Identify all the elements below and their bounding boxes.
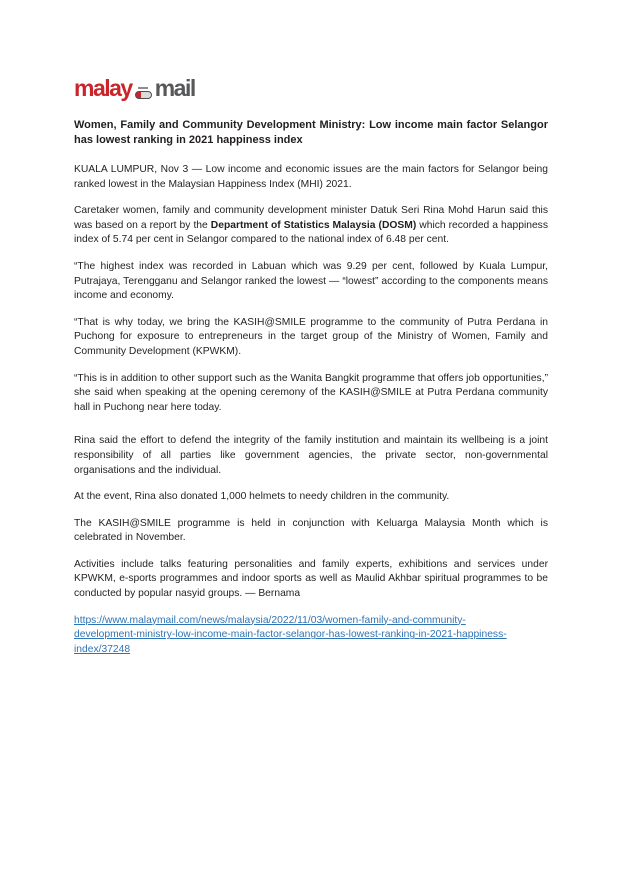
article-url-link[interactable] bbox=[74, 614, 548, 658]
paragraph-family-institution: Rina said the effort to defend the integrity of the family institution and maintain its wellbeing is a joint responsibility of all parties like government agencies, the private sector, non-governmental organisations and the individual. bbox=[74, 435, 548, 476]
article-url-line-1: https://www.malaymail.com/news/malaysia/2022/11/03/women-family-and-community- bbox=[74, 614, 466, 626]
article-headline: Women, Family and Community Development Ministry: Low income main factor Selangor has lowest ranking in 2021 happiness index bbox=[74, 119, 548, 146]
paragraph-dosm-lead: Caretaker women, family and community development minister Datuk Seri Rina Mohd Harun said this was based on a report by the bbox=[74, 205, 548, 231]
paragraph-dosm bbox=[74, 204, 548, 248]
logo-pill-icon bbox=[135, 91, 152, 99]
paragraph-keluarga-month: The KASIH@SMILE programme is held in conjunction with Keluarga Malaysia Month which is celebrated in November. bbox=[74, 517, 548, 544]
paragraph-quote-wanita-bangkit: “This is in addition to other support such as the Wanita Bangkit programme that offers job opportunities,” she said when speaking at the opening ceremony of the KASIH@SMILE at Putra Perdana community hall in Puchong near here today. bbox=[74, 372, 548, 413]
paragraph-dateline: KUALA LUMPUR, Nov 3 — Low income and economic issues are the main factors for Selangor being ranked lowest in the Malaysian Happiness Index (MHI) 2021. bbox=[74, 164, 548, 190]
logo-badge-icon bbox=[135, 87, 152, 99]
logo-text-mail: mail bbox=[154, 75, 195, 101]
malaymail-logo bbox=[74, 74, 548, 100]
paragraph-dosm-tail: which recorded a happiness index of 5.74 per cent in Selangor compared to the national index of 6.48 per cent. bbox=[74, 219, 548, 246]
article-url-line-2: development-ministry-low-income-main-factor-selangor-has-lowest-ranking-in-2021-happiness- bbox=[74, 629, 507, 641]
paragraph-helmets: At the event, Rina also donated 1,000 helmets to needy children in the community. bbox=[74, 491, 450, 503]
paragraph-activities: Activities include talks featuring personalities and family experts, exhibitions and services under KPWKM, e-sports programmes and indoor sports as well as Maulid Akhbar spiritual programmes to be conducted by popular nasyid groups. — Bernama bbox=[74, 558, 548, 600]
logo-badge-tiny-text bbox=[138, 87, 148, 89]
paragraph-dosm-bold: Department of Statistics Malaysia (DOSM) bbox=[210, 219, 417, 231]
paragraph-quote-highest-index: “The highest index was recorded in Labuan which was 9.29 per cent, followed by Kuala Lumpur, Putrajaya, Terengganu and Selangor ranked the lowest — “lowest” according to the components means income and economy. bbox=[74, 260, 548, 302]
paragraph-quote-kasih-smile: “That is why today, we bring the KASIH@SMILE programme to the community of Putra Perdana in Puchong for exposure to entrepreneurs in the target group of the Ministry of Women, Family and Community Development (KPWKM). bbox=[74, 316, 548, 357]
article-url-line-3: index/37248 bbox=[74, 643, 131, 655]
logo-text-malay: malay bbox=[74, 75, 132, 101]
